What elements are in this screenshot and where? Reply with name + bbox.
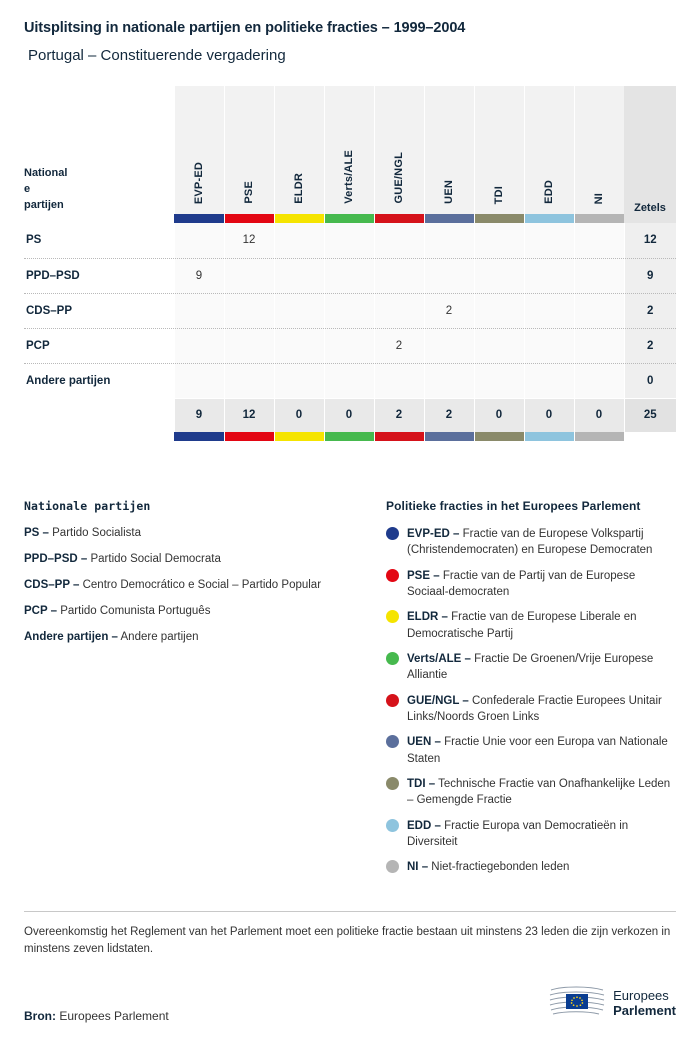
row-total: 2 <box>624 293 676 328</box>
column-header-label: EDD <box>543 180 555 204</box>
page-title: Uitsplitsing in nationale partijen en politieke fracties – 1999–2004 <box>24 20 466 36</box>
column-header-label: ELDR <box>293 173 305 204</box>
legend-group-name: Fractie De Groenen/Vrije Europese Alliantie <box>407 652 654 682</box>
legend-national-item <box>24 552 386 567</box>
column-header-verts-ale <box>324 86 374 214</box>
legend-national-name: Partido Socialista <box>52 527 141 539</box>
legend-political-groups <box>386 499 676 885</box>
colorbar-bottom-gue-ngl <box>374 432 424 441</box>
cell-seats <box>474 328 524 363</box>
cell-seats <box>524 258 574 293</box>
colorbar-verts-ale <box>324 214 374 223</box>
column-header-label: TDI <box>493 185 505 204</box>
cell-seats: 12 <box>224 223 274 258</box>
colorbar-bottom-eldr <box>274 432 324 441</box>
legend-color-dot-icon <box>386 735 399 748</box>
cell-seats <box>324 258 374 293</box>
column-header-tdi <box>474 86 524 214</box>
legend-national-code: Andere partijen – <box>24 630 118 643</box>
table-header-row <box>24 86 676 214</box>
column-total: 2 <box>374 398 424 432</box>
colorbar-bottom-ni <box>574 432 624 441</box>
cell-seats <box>324 223 374 258</box>
colorbar-ni <box>574 214 624 223</box>
row-party-name: PS <box>24 223 174 258</box>
ep-logo-line2: Parlement <box>613 1002 676 1018</box>
legend-color-dot-icon <box>386 819 399 832</box>
group-color-bar-bottom <box>24 432 676 441</box>
cell-seats <box>574 258 624 293</box>
legend-national-name: Centro Democrático e Social – Partido Popular <box>82 578 322 591</box>
colorbar-edd <box>524 214 574 223</box>
legend-color-dot-icon <box>386 777 399 790</box>
legend-color-dot-icon <box>386 610 399 623</box>
column-header-eldr <box>274 86 324 214</box>
ep-flag-icon <box>549 984 605 1023</box>
colorbar-bottom-uen <box>424 432 474 441</box>
cell-seats: 9 <box>174 258 224 293</box>
legend-group-code: NI – <box>407 861 429 874</box>
column-total: 9 <box>174 398 224 432</box>
cell-seats <box>374 258 424 293</box>
table-totals-row <box>24 398 676 432</box>
cell-seats: 2 <box>374 328 424 363</box>
cell-seats <box>524 223 574 258</box>
cell-seats <box>424 223 474 258</box>
legends <box>24 499 676 885</box>
cell-seats <box>474 258 524 293</box>
legend-group-name: Niet-fractiegebonden leden <box>431 861 570 874</box>
cell-seats <box>324 293 374 328</box>
cell-seats <box>474 223 524 258</box>
cell-seats: 2 <box>424 293 474 328</box>
legend-group-name: Fractie van de Partij van de Europese Sociaal-democraten <box>407 569 636 598</box>
column-header-pse <box>224 86 274 214</box>
source-label: Bron: <box>24 1009 56 1024</box>
totals-row-label <box>24 398 174 432</box>
colorbar-bottom-total <box>624 432 676 441</box>
legend-group-code: UEN – <box>407 736 441 749</box>
legend-group-item <box>386 734 676 767</box>
row-party-name: PCP <box>24 328 174 363</box>
cell-seats <box>174 328 224 363</box>
column-header-label: GUE/NGL <box>393 152 405 204</box>
grand-total: 25 <box>624 398 676 432</box>
group-color-bar <box>24 214 676 223</box>
column-total: 2 <box>424 398 474 432</box>
colorbar-gue-ngl <box>374 214 424 223</box>
legend-group-item <box>386 776 676 809</box>
cell-seats <box>424 328 474 363</box>
cell-seats <box>374 223 424 258</box>
column-total: 0 <box>524 398 574 432</box>
cell-seats <box>174 363 224 398</box>
legend-national-code: PS – <box>24 527 49 539</box>
legend-color-dot-icon <box>386 860 399 873</box>
colorbar-bottom-verts-ale <box>324 432 374 441</box>
legend-group-item <box>386 651 676 684</box>
cell-seats <box>374 293 424 328</box>
legend-group-code: EVP-ED – <box>407 528 460 540</box>
legend-group-item <box>386 693 676 726</box>
cell-seats <box>474 363 524 398</box>
source-row <box>24 984 676 1023</box>
column-header-label: Verts/ALE <box>343 150 355 204</box>
legend-national-title: Nationale partijen <box>24 499 151 513</box>
row-party-name: Andere partijen <box>24 363 174 398</box>
seats-matrix-table <box>24 86 676 441</box>
page-subtitle: Portugal – Constituerende vergadering <box>28 47 286 64</box>
column-header-total: Zetels <box>624 86 676 214</box>
column-header-edd <box>524 86 574 214</box>
cell-seats <box>574 223 624 258</box>
colorbar-spacer <box>24 214 174 223</box>
row-header-label <box>24 86 174 214</box>
legend-national-item <box>24 604 386 619</box>
legend-color-dot-icon <box>386 694 399 707</box>
column-header-label: NI <box>593 192 606 204</box>
cell-seats <box>524 363 574 398</box>
colorbar-uen <box>424 214 474 223</box>
row-total: 2 <box>624 328 676 363</box>
legend-group-item <box>386 526 676 559</box>
legend-group-item <box>386 609 676 642</box>
footnote: Overeenkomstig het Reglement van het Parlement moet een politieke fractie bestaan uit minstens 23 leden die zijn verkozen in minstens zeven lidstaten. <box>24 925 671 955</box>
source-text <box>24 1009 169 1023</box>
cell-seats <box>274 363 324 398</box>
cell-seats <box>224 293 274 328</box>
cell-seats <box>474 293 524 328</box>
row-total: 12 <box>624 223 676 258</box>
legend-national-code: CDS–PP – <box>24 578 80 591</box>
cell-seats <box>424 258 474 293</box>
legend-color-dot-icon <box>386 527 399 540</box>
column-total: 0 <box>324 398 374 432</box>
colorbar-tdi <box>474 214 524 223</box>
cell-seats <box>524 293 574 328</box>
cell-seats <box>574 293 624 328</box>
legend-group-name: Confederale Fractie Europees Unitair Links/Noords Groen Links <box>407 694 662 723</box>
table-row <box>24 293 676 328</box>
ep-logo-text <box>613 989 676 1018</box>
row-party-name: PPD–PSD <box>24 258 174 293</box>
table-row <box>24 258 676 293</box>
colorbar-bottom-pse <box>224 432 274 441</box>
cell-seats <box>224 328 274 363</box>
column-header-label: EVP-ED <box>193 161 205 204</box>
table-row <box>24 328 676 363</box>
column-header-label: UEN <box>443 180 455 204</box>
colorbar-bottom-tdi <box>474 432 524 441</box>
legend-group-code: Verts/ALE – <box>407 652 471 665</box>
column-total: 12 <box>224 398 274 432</box>
row-header-line2: e <box>24 183 31 196</box>
cell-seats <box>224 363 274 398</box>
legend-color-dot-icon <box>386 569 399 582</box>
colorbar-bottom-edd <box>524 432 574 441</box>
legend-group-name: Fractie van de Europese Liberale en Democratische Partij <box>407 611 637 640</box>
legend-national-name: Andere partijen <box>120 630 199 643</box>
column-header-evp-ed <box>174 86 224 214</box>
legend-groups-title: Politieke fracties in het Europees Parlement <box>386 499 641 513</box>
legend-group-item <box>386 859 676 875</box>
legend-group-item <box>386 818 676 851</box>
legend-national-code: PCP – <box>24 604 58 617</box>
colorbar-bottom-evp-ed <box>174 432 224 441</box>
legend-national-item <box>24 578 386 593</box>
legend-national-parties <box>24 499 386 885</box>
row-total: 9 <box>624 258 676 293</box>
cell-seats <box>174 223 224 258</box>
column-header-ni <box>574 86 624 214</box>
ep-logo-line1: Europees <box>613 988 669 1004</box>
cell-seats <box>274 328 324 363</box>
legend-national-item <box>24 526 386 541</box>
row-total: 0 <box>624 363 676 398</box>
legend-group-code: TDI – <box>407 777 436 790</box>
table-row <box>24 223 676 258</box>
cell-seats <box>274 293 324 328</box>
colorbar-eldr <box>274 214 324 223</box>
colorbar-evp-ed <box>174 214 224 223</box>
legend-group-code: GUE/NGL – <box>407 694 469 707</box>
legend-group-code: EDD – <box>407 819 441 832</box>
legend-group-code: PSE – <box>407 569 440 582</box>
source-value: Europees Parlement <box>59 1009 169 1024</box>
legend-national-name: Partido Social Democrata <box>90 552 221 565</box>
cell-seats <box>574 363 624 398</box>
column-total: 0 <box>574 398 624 432</box>
table-row <box>24 363 676 398</box>
cell-seats <box>424 363 474 398</box>
colorbar-pse <box>224 214 274 223</box>
legend-national-code: PPD–PSD – <box>24 552 88 565</box>
column-header-label: PSE <box>243 181 255 204</box>
cell-seats <box>324 363 374 398</box>
legend-group-name: Fractie van de Europese Volkspartij (Christendemocraten) en Europese Democraten <box>407 528 653 557</box>
cell-seats <box>274 258 324 293</box>
column-header-uen <box>424 86 474 214</box>
table-body <box>24 223 676 441</box>
row-header-line1: National <box>24 167 68 180</box>
column-total: 0 <box>274 398 324 432</box>
legend-national-name: Partido Comunista Português <box>60 604 211 617</box>
legend-group-item <box>386 568 676 601</box>
cell-seats <box>374 363 424 398</box>
legend-national-item <box>24 630 386 645</box>
row-party-name: CDS–PP <box>24 293 174 328</box>
cell-seats <box>324 328 374 363</box>
legend-group-name: Technische Fractie van Onafhankelijke Leden – Gemengde Fractie <box>407 777 671 807</box>
cell-seats <box>524 328 574 363</box>
colorbar-total <box>624 214 676 223</box>
legend-group-code: ELDR – <box>407 611 448 624</box>
column-header-gue-ngl <box>374 86 424 214</box>
legend-group-name: Fractie Unie voor een Europa van Nationale Staten <box>407 736 668 765</box>
cell-seats <box>574 328 624 363</box>
legend-group-name: Fractie Europa van Democratieën in Diversiteit <box>407 819 629 848</box>
cell-seats <box>274 223 324 258</box>
colorbar-spacer <box>24 432 174 441</box>
ep-logo <box>549 984 676 1023</box>
cell-seats <box>174 293 224 328</box>
column-total: 0 <box>474 398 524 432</box>
legend-color-dot-icon <box>386 652 399 665</box>
cell-seats <box>224 258 274 293</box>
row-header-line3: partijen <box>24 199 64 212</box>
